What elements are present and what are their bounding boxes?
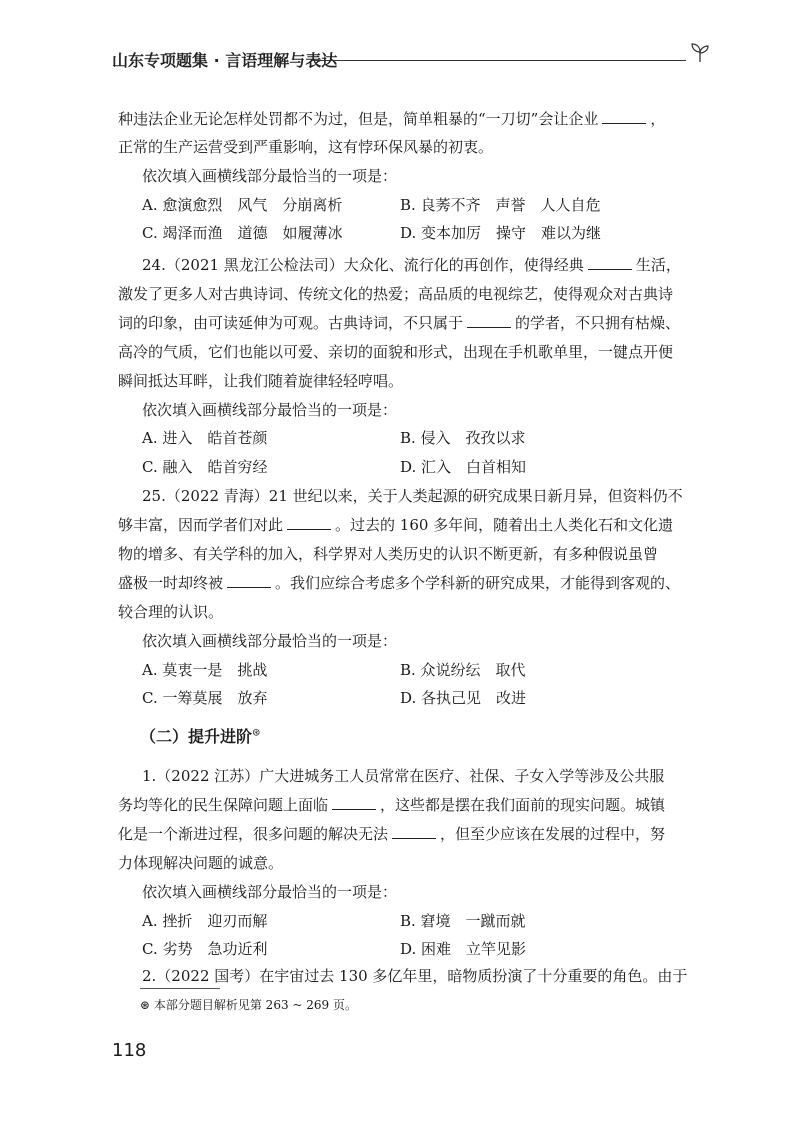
answer-blank bbox=[588, 255, 632, 270]
answer-blank bbox=[287, 515, 331, 530]
paragraph-line: 化是一个渐进过程，很多问题的解决无法 ，但至少应该在发展的过程中，努 bbox=[118, 825, 666, 843]
paragraph-line: 激发了更多人对古典诗词、传统文化的热爱；高品质的电视综艺，使得观众对古典诗 bbox=[118, 285, 674, 303]
question-prompt: 依次填入画横线部分最恰当的一项是： bbox=[142, 883, 398, 901]
question-2-line: 2.（2022 国考）在宇宙过去 130 多亿年里，暗物质扮演了十分重要的角色。由于 bbox=[142, 967, 688, 985]
question-prompt: 依次填入画横线部分最恰当的一项是： bbox=[142, 632, 398, 650]
answer-blank bbox=[392, 824, 436, 839]
running-header bbox=[112, 40, 712, 70]
footnote-mark-icon: ⊛ bbox=[252, 727, 261, 739]
paragraph-line: 盛极一时却终被 。我们应综合考虑多个学科新的研究成果，才能得到客观的、 bbox=[118, 574, 681, 592]
option-b: B. 良莠不齐 声誉 人人自危 bbox=[400, 196, 601, 214]
paragraph-line: 力体现解决问题的诚意。 bbox=[118, 854, 284, 872]
answer-blank bbox=[227, 573, 271, 588]
option-d: D. 变本加厉 操守 难以为继 bbox=[400, 224, 602, 242]
answer-blank bbox=[467, 313, 511, 328]
question-1-line: 1.（2022 江苏）广大进城务工人员常常在医疗、社保、子女入学等涉及公共服 bbox=[142, 767, 665, 785]
paragraph-line: 够丰富，因而学者们对此 。过去的 160 多年间，随着出土人类化石和文化遗 bbox=[118, 516, 674, 534]
paragraph-line: 务均等化的民生保障问题上面临 ，这些都是摆在我们面前的现实问题。城镇 bbox=[118, 796, 666, 814]
paragraph-line: 瞬间抵达耳畔，让我们随着旋律轻轻哼唱。 bbox=[118, 372, 404, 390]
option-d: D. 汇入 白首相知 bbox=[400, 458, 527, 476]
option-c: C. 竭泽而渔 道德 如履薄冰 bbox=[142, 224, 343, 242]
paragraph-line: 词的印象，由可读延伸为可观。古典诗词，不只属于 的学者，不只拥有枯燥、 bbox=[118, 314, 681, 332]
paragraph-line: 种违法企业无论怎样处罚都不为过，但是，简单粗暴的“一刀切”会让企业 ， bbox=[118, 110, 666, 128]
header-rule bbox=[312, 60, 686, 61]
option-b: B. 侵入 孜孜以求 bbox=[400, 429, 526, 447]
answer-blank bbox=[332, 795, 376, 810]
paragraph-line: 较合理的认识。 bbox=[118, 603, 224, 621]
option-c: C. 劣势 急功近利 bbox=[142, 940, 268, 958]
option-a: A. 挫折 迎刃而解 bbox=[142, 912, 268, 930]
question-prompt: 依次填入画横线部分最恰当的一项是： bbox=[142, 167, 398, 185]
option-b: B. 窘境 一蹴而就 bbox=[400, 912, 526, 930]
option-d: D. 各执己见 改进 bbox=[400, 689, 527, 707]
option-c: C. 一筹莫展 放弃 bbox=[142, 689, 268, 707]
option-d: D. 困难 立竿见影 bbox=[400, 940, 527, 958]
page-number: 118 bbox=[112, 1040, 147, 1061]
question-24-line: 24.（2021 黑龙江公检法司）大众化、流行化的再创作，使得经典 生活， bbox=[142, 256, 681, 274]
paragraph-line: 高冷的气质，它们也能以可爱、亲切的面貌和形式，出现在手机歌单里，一键点开便 bbox=[118, 343, 674, 361]
option-c: C. 融入 皓首穷经 bbox=[142, 458, 268, 476]
section-heading: （二）提升进阶⊛ bbox=[140, 727, 261, 746]
option-a: A. 莫衷一是 挑战 bbox=[142, 661, 268, 679]
question-25-line: 25.（2022 青海）21 世纪以来，关于人类起源的研究成果日新月异，但资料仍不 bbox=[142, 487, 683, 505]
paragraph-line: 物的增多、有关学科的加入，科学界对人类历史的认识不断更新，有多种假说虽曾 bbox=[118, 545, 659, 563]
option-a: A. 愈演愈烈 风气 分崩离析 bbox=[142, 196, 343, 214]
footnote: ⊛ 本部分题目解析见第 263 ~ 269 页。 bbox=[140, 998, 357, 1012]
question-prompt: 依次填入画横线部分最恰当的一项是： bbox=[142, 401, 398, 419]
option-a: A. 进入 皓首苍颜 bbox=[142, 429, 268, 447]
running-header-title: 山东专项题集 · 言语理解与表达 bbox=[112, 51, 338, 70]
footnote-rule bbox=[140, 988, 220, 989]
paragraph-line: 正常的生产运营受到严重影响，这有悖环保风暴的初衷。 bbox=[118, 138, 494, 156]
sprout-icon bbox=[688, 40, 712, 64]
option-b: B. 众说纷纭 取代 bbox=[400, 661, 526, 679]
answer-blank bbox=[602, 109, 646, 124]
